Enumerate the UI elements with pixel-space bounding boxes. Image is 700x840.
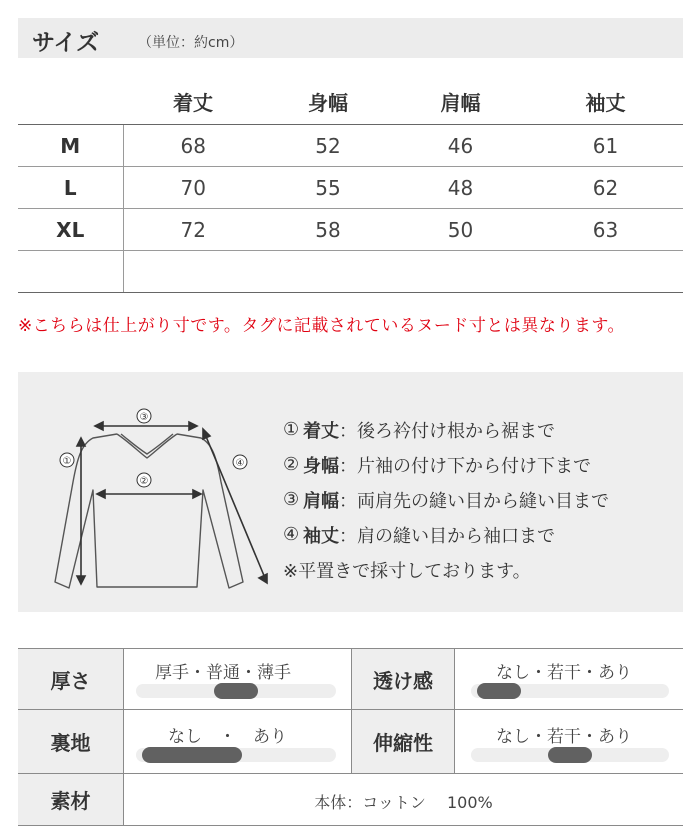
legend-key: 身幅 — [303, 455, 339, 477]
table-row — [18, 209, 683, 251]
legend-desc: ：両肩先の縫い目から縫い目まで — [339, 490, 609, 512]
table-cell: 52 — [263, 125, 393, 167]
legend-key: 肩幅 — [303, 490, 339, 512]
table-cell: 55 — [263, 167, 393, 209]
lining-label: 裏地 — [18, 710, 123, 773]
table-cell: 61 — [528, 125, 683, 167]
size-label: L — [18, 167, 123, 209]
legend-item-body-width — [283, 447, 609, 482]
table-cell: 68 — [123, 125, 263, 167]
fabric-label: 素材 — [18, 774, 123, 825]
table-cell: 62 — [528, 167, 683, 209]
stretch-indicator — [548, 747, 592, 763]
legend-num: ② — [283, 454, 300, 475]
thickness-options: 厚手・普通・薄手 — [155, 663, 291, 683]
marker-length: ① — [62, 456, 72, 467]
legend-num: ③ — [283, 489, 300, 510]
corner-cell — [18, 78, 123, 125]
thickness-indicator — [214, 683, 258, 699]
marker-shoulder: ③ — [139, 412, 149, 423]
table-cell: 63 — [528, 209, 683, 251]
table-cell: 46 — [393, 125, 528, 167]
size-title: サイズ — [32, 30, 100, 56]
size-label: XL — [18, 209, 123, 251]
legend-key: 袖丈 — [303, 525, 339, 547]
table-cell: 48 — [393, 167, 528, 209]
marker-body: ② — [139, 476, 149, 487]
lining-options: なし ・ あり — [168, 727, 287, 747]
legend-item-sleeve-length — [283, 517, 609, 552]
table-row — [18, 167, 683, 209]
table-row — [18, 125, 683, 167]
fabric-value: 本体：コットン 100% — [314, 793, 493, 812]
legend-footnote: ※平置きで採寸しております。 — [283, 560, 531, 582]
legend-num: ① — [283, 419, 300, 440]
legend-desc: ：片袖の付け下から付け下まで — [339, 455, 591, 477]
size-table-header — [18, 78, 683, 125]
table-cell: 50 — [393, 209, 528, 251]
legend-key: 着丈 — [303, 420, 339, 442]
transparency-label: 透け感 — [352, 649, 454, 709]
size-table — [18, 78, 683, 293]
col-header: 着丈 — [123, 78, 263, 125]
col-header: 肩幅 — [393, 78, 528, 125]
stretch-label: 伸縮性 — [352, 710, 454, 773]
transparency-options: なし・若干・あり — [496, 663, 632, 683]
size-note: ※こちらは仕上がり寸です。タグに記載されているヌード寸とは異なります。 — [18, 316, 626, 336]
table-cell: 58 — [263, 209, 393, 251]
legend-num: ④ — [283, 524, 300, 545]
legend-item-shoulder-width — [283, 482, 609, 517]
table-cell: 72 — [123, 209, 263, 251]
shirt-diagram — [33, 382, 278, 602]
size-header — [18, 18, 683, 58]
material-table — [18, 648, 683, 826]
transparency-indicator — [477, 683, 521, 699]
measure-legend — [283, 412, 609, 587]
col-header: 袖丈 — [528, 78, 683, 125]
thickness-label: 厚さ — [18, 649, 123, 709]
empty-cell — [123, 251, 683, 293]
unit-label: （単位：約cm） — [138, 35, 244, 51]
col-header: 身幅 — [263, 78, 393, 125]
legend-desc: ：肩の縫い目から袖口まで — [339, 525, 555, 547]
legend-item-length — [283, 412, 609, 447]
table-cell: 70 — [123, 167, 263, 209]
empty-row — [18, 251, 683, 293]
lining-indicator — [142, 747, 242, 763]
size-label: M — [18, 125, 123, 167]
measure-panel — [18, 372, 683, 612]
stretch-options: なし・若干・あり — [496, 727, 632, 747]
empty-label-cell — [18, 251, 123, 293]
marker-sleeve: ④ — [235, 458, 245, 469]
legend-desc: ：後ろ衿付け根から裾まで — [339, 420, 555, 442]
